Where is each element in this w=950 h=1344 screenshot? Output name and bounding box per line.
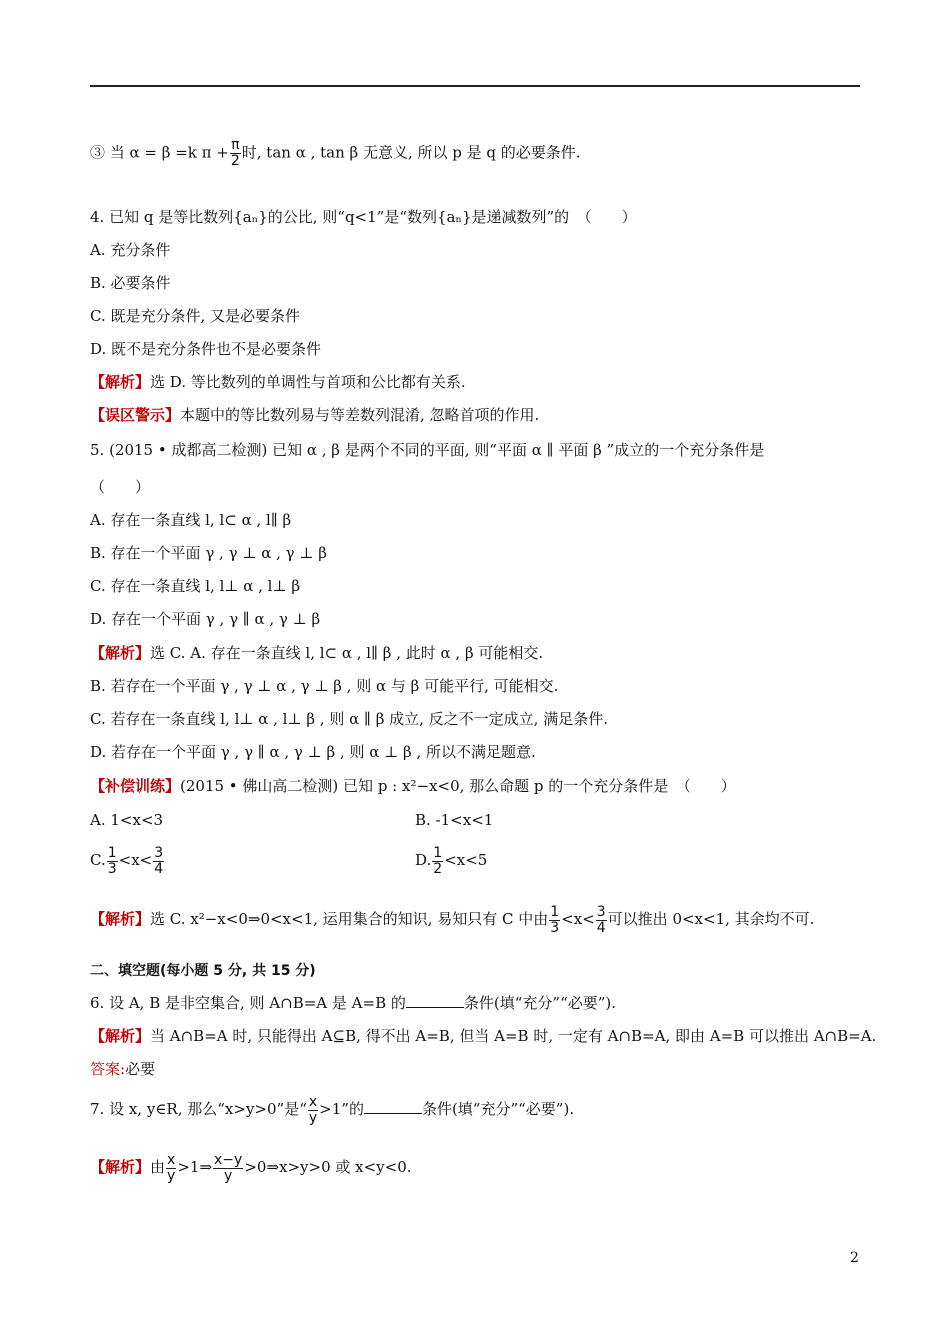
q4-warning: 【误区警示】本题中的等比数列易与等差数列混淆, 忽略首项的作用.	[90, 406, 540, 424]
supp-option-c: C. $\frac{1}{3}$ <x< $\frac{3}{4}$	[90, 844, 164, 877]
supp-option-d: D. $\frac{1}{2}$ <x<5	[415, 844, 488, 877]
q5-option-b: B. 存在一个平面 γ , γ ⊥ α , γ ⊥ β	[90, 544, 327, 562]
answer-blank	[406, 993, 464, 1008]
q5-option-a: A. 存在一条直线 l, l⊂ α , l∥ β	[90, 511, 292, 529]
answer-blank	[364, 1099, 422, 1114]
q4-option-d: D. 既不是充分条件也不是必要条件	[90, 340, 322, 358]
page-number: 2	[850, 1250, 859, 1266]
supplement-tag: 【补偿训练】	[90, 777, 181, 795]
q4-option-a: A. 充分条件	[90, 241, 171, 259]
q5-analysis-4: D. 若存在一个平面 γ , γ ∥ α , γ ⊥ β , 则 α ⊥ β , 所以不满足题意.	[90, 743, 536, 761]
answer-label: 答案:	[90, 1060, 126, 1078]
question-5-paren: （ ）	[90, 478, 151, 496]
q4-analysis: 【解析】选 D. 等比数列的单调性与首项和公比都有关系.	[90, 373, 466, 391]
supplement-options-cd	[90, 843, 488, 877]
header-rule	[90, 85, 860, 87]
question-5-stem: 5. (2015 • 成都高二检测) 已知 α , β 是两个不同的平面, 则“平面 α ∥ 平面 β ”成立的一个充分条件是	[90, 441, 765, 459]
q6-answer: 答案:必要	[90, 1060, 156, 1078]
q5-analysis-1: 【解析】选 C. A. 存在一条直线 l, l⊂ α , l∥ β , 此时 α , β 可能相交.	[90, 644, 544, 662]
q5-analysis-3: C. 若存在一条直线 l, l⊥ α , l⊥ β , 则 α ∥ β 成立, 反之不一定成立, 满足条件.	[90, 710, 608, 728]
q5-analysis-2: B. 若存在一个平面 γ , γ ⊥ α , γ ⊥ β , 则 α 与 β 可能平行, 可能相交.	[90, 677, 559, 695]
q5-option-d: D. 存在一个平面 γ , γ ∥ α , γ ⊥ β	[90, 610, 321, 628]
supp-option-a: A. 1<x<3	[90, 811, 164, 829]
fraction-pi-over-2: $\frac{\pi}{2}$	[230, 137, 240, 169]
section-heading: 二、填空题(每小题 5 分, 共 15 分)	[90, 963, 316, 979]
supplement-analysis: 【解析】选 C. x²−x<0⇒0<x<1, 运用集合的知识, 易知只有 C 中由 $\frac{1}{3}$ <x< $\frac{3}{4}$ 可以推出 0<x<1, 其余均不可.	[90, 903, 815, 936]
analysis-tag: 【解析】	[90, 1158, 151, 1176]
q6-analysis: 【解析】当 A∩B=A 时, 只能得出 A⊆B, 得不出 A=B, 但当 A=B 时, 一定有 A∩B=A, 即由 A=B 可以推出 A∩B=A.	[90, 1027, 877, 1045]
q7-analysis: 【解析】由 $\frac{x}{y}$ >1⇒ $\frac{x-y}{y}$ >0⇒x>y>0 或 x<y<0.	[90, 1151, 412, 1184]
question-4-stem: 4. 已知 q 是等比数列{aₙ}的公比, 则“q<1”是“数列{aₙ}是递减数列”的 （ ）	[90, 208, 637, 226]
question-7-stem: 7. 设 x, y∈R, 那么“x>y>0”是“ $\frac{x}{y}$ >1”的 条件(填“充分”“必要”).	[90, 1093, 575, 1126]
question-6-stem: 6. 设 A, B 是非空集合, 则 A∩B=A 是 A=B 的 条件(填“充分”“必要”).	[90, 994, 617, 1012]
analysis-tag: 【解析】	[90, 910, 151, 928]
supplement-stem: 【补偿训练】(2015 • 佛山高二检测) 已知 p : x²−x<0, 那么命题 p 的一个充分条件是 （ ）	[90, 777, 736, 795]
q4-option-b: B. 必要条件	[90, 274, 171, 292]
analysis-tag: 【解析】	[90, 644, 151, 662]
analysis-tag: 【解析】	[90, 373, 151, 391]
analysis-tag: 【解析】	[90, 1027, 151, 1045]
q4-option-c: C. 既是充分条件, 又是必要条件	[90, 307, 301, 325]
line-condition-3: ③ 当 α = β =k π + $\frac{\pi}{2}$ 时, tan α , tan β 无意义, 所以 p 是 q 的必要条件.	[90, 137, 581, 169]
supplement-options-ab	[90, 810, 494, 830]
supp-option-b: B. -1<x<1	[415, 811, 494, 829]
q5-option-c: C. 存在一条直线 l, l⊥ α , l⊥ β	[90, 577, 301, 595]
warning-tag: 【误区警示】	[90, 406, 181, 424]
